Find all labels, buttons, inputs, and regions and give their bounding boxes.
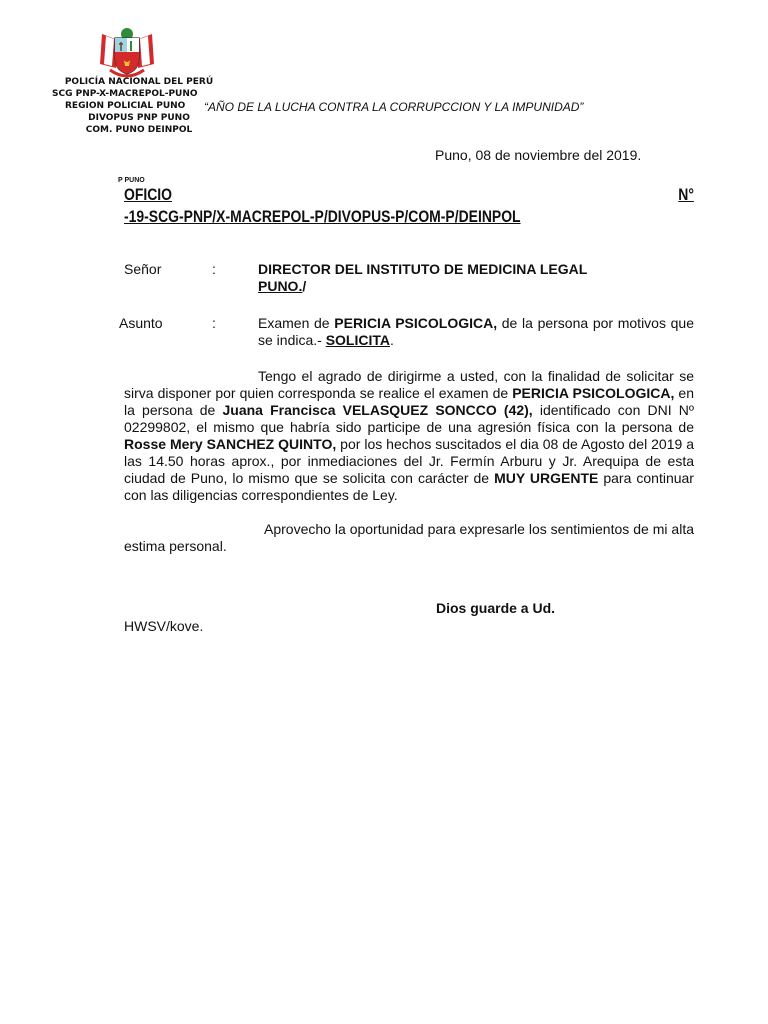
bold-run: Juana Francisca VELASQUEZ SONCCO (42),: [222, 402, 533, 418]
subject-label: Asunto: [119, 315, 163, 331]
oficio-code: -19-SCG-PNP/X-MACREPOL-P/DIVOPUS-P/COM-P/DEINPOL: [124, 207, 521, 226]
oficio-word: OFICIO: [124, 185, 173, 204]
letter-body: [124, 368, 694, 555]
recipient-slash: /: [302, 278, 307, 294]
bold-run: MUY URGENTE: [494, 470, 599, 486]
small-tag: P PUNO: [118, 177, 145, 184]
oficio-number-sign: N°: [678, 185, 694, 204]
text-run: para continuar con las diligencias correspondientes de Ley.: [124, 470, 694, 503]
text-run: en la persona de: [124, 385, 694, 418]
institution-line: COM. PUNO DEINPOL: [85, 125, 193, 135]
recipient-line2: [258, 278, 698, 295]
document-date: Puno, 08 de noviembre del 2019.: [435, 147, 642, 163]
bold-run: PERICIA PSICOLOGICA,: [512, 385, 675, 401]
recipient-colon: :: [212, 261, 216, 277]
institution-line: DIVOPUS PNP PUNO: [88, 113, 190, 123]
recipient-city: PUNO.: [258, 278, 303, 294]
paragraph-request: [124, 368, 694, 504]
text-run: identificado con DNI Nº 02299802, el mismo que habría sido participe de una agresión física con la persona de: [124, 402, 695, 435]
recipient-label: Señor: [124, 261, 162, 277]
text-run: Tengo el agrado de dirigirme a usted, con la finalidad de solicitar se sirva disponer por quien corresponda se realice el examen de: [124, 368, 694, 401]
subject-part: .: [390, 332, 394, 348]
subject-solicita: SOLICITA: [325, 332, 390, 348]
subject-colon: :: [212, 315, 216, 331]
oficio-heading: [124, 185, 694, 227]
recipient-line1: DIRECTOR DEL INSTITUTO DE MEDICINA LEGAL: [258, 261, 588, 277]
closing-salutation: Dios guarde a Ud.: [436, 600, 556, 616]
institution-line: POLICÍA NACIONAL DEL PERÚ: [64, 77, 214, 87]
subject-part: de la persona por motivos que se indica.-: [258, 315, 694, 348]
peru-coat-of-arms-icon: [96, 24, 158, 80]
subject-text: [258, 315, 694, 349]
year-motto: “AÑO DE LA LUCHA CONTRA LA CORRUPCCION Y LA IMPUNIDAD”: [204, 100, 584, 114]
institution-line: SCG PNP-X-MACREPOL-PUNO: [52, 89, 198, 99]
paragraph-farewell: Aprovecho la oportunidad para expresarle los sentimientos de mi alta estima personal.: [124, 521, 694, 554]
bold-run: Rosse Mery SANCHEZ QUINTO,: [124, 436, 337, 452]
reference-initials: HWSV/kove.: [124, 618, 204, 634]
institution-line: REGION POLICIAL PUNO: [65, 101, 186, 111]
recipient-name: [258, 261, 698, 295]
subject-part: Examen de: [258, 315, 335, 331]
text-run: por los hechos suscitados el dia 08 de Agosto del 2019 a las 14.50 horas aprox., por inmediaciones del Jr. Fermín Arburu y Jr. Arequipa de esta ciudad de Puno, lo mismo que se solicita con carácter de: [124, 436, 694, 486]
subject-bold: PERICIA PSICOLOGICA,: [334, 315, 498, 331]
